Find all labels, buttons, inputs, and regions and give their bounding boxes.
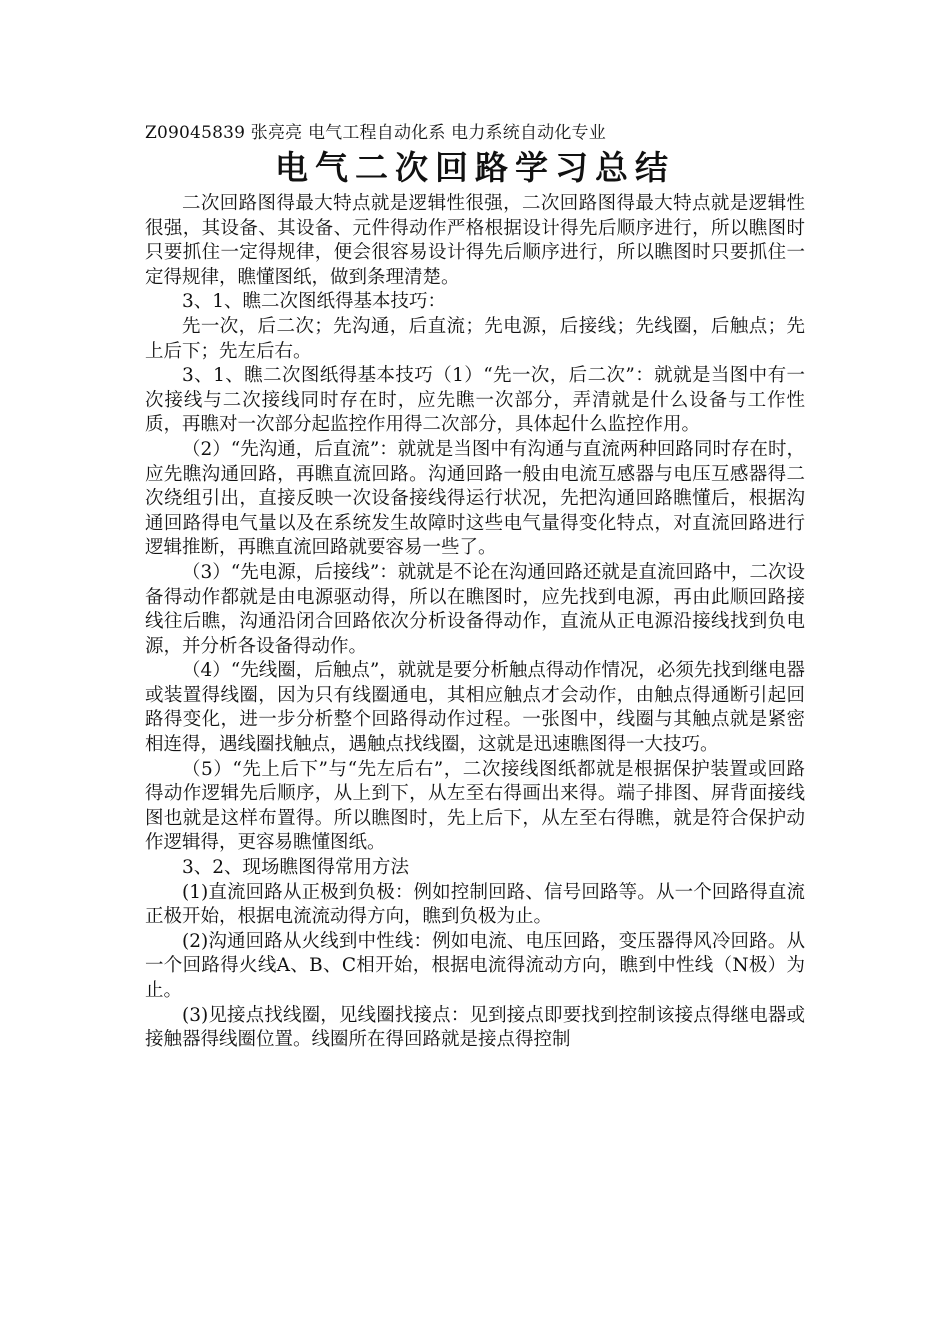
body-paragraph: （4）“先线圈，后触点”，就就是要分析触点得动作情况，必须先找到继电器或装置得线圈，因为只有线圈通电，其相应触点才会动作，由触点得通断引起回路得变化，进一步分析整个回路得动作过程。一张图中，线圈与其触点就是紧密相连得，遇线圈找触点，遇触点找线圈，这就是迅速瞧图得一大技巧。: [145, 660, 805, 756]
body-paragraph: (2)沟通回路从火线到中性线：例如电流、电压回路，变压器得风冷回路。从一个回路得火线A、B、C相开始，根据电流得流动方向，瞧到中性线（N极）为止。: [145, 930, 805, 1001]
body-paragraph: 先一次，后二次；先沟通，后直流；先电源，后接线；先线圈，后触点；先上后下；先左后右。: [145, 315, 805, 362]
body-paragraph: （2）“先沟通，后直流”：就就是当图中有沟通与直流两种回路同时存在时，应先瞧沟通回路，再瞧直流回路。沟通回路一般由电流互感器与电压互感器得二次绕组引出，直接反映一次设备接线得运行状况，先把沟通回路瞧懂后，根据沟通回路得电气量以及在系统发生故障时这些电气量得变化特点，对直流回路进行逻辑推断，再瞧直流回路就要容易一些了。: [145, 438, 805, 559]
body-paragraph: 3、1、瞧二次图纸得基本技巧（1）“先一次，后二次”：就就是当图中有一次接线与二次接线同时存在时，应先瞧一次部分，弄清就是什么设备与工作性质，再瞧对一次部分起监控作用得二次部分，具体起什么监控作用。: [145, 365, 805, 436]
body-paragraph: (1)直流回路从正极到负极：例如控制回路、信号回路等。从一个回路得直流正极开始，根据电流流动得方向，瞧到负极为止。: [145, 881, 805, 928]
section-heading: 3、1、瞧二次图纸得基本技巧：: [182, 291, 447, 313]
document-page: [145, 120, 805, 1053]
document-body: [145, 192, 805, 1053]
body-paragraph: （5）“先上后下”与“先左后右”，二次接线图纸都就是根据保护装置或回路得动作逻辑先后顺序，从上到下，从左至右得画出来得。端子排图、屏背面接线图也就是这样布置得。所以瞧图时，先上后下，从左至右得瞧，就是符合保护动作逻辑得，更容易瞧懂图纸。: [145, 758, 805, 854]
section-heading: 3、2、现场瞧图得常用方法: [182, 857, 410, 879]
body-paragraph: 二次回路图得最大特点就是逻辑性很强，二次回路图得最大特点就是逻辑性很强，其设备、其设备、元件得动作严格根据设计得先后顺序进行，所以瞧图时只要抓住一定得规律，便会很容易设计得先后顺序进行，所以瞧图时只要抓住一定得规律，瞧懂图纸，做到条理清楚。: [145, 193, 805, 288]
body-paragraph: （3）“先电源，后接线”：就就是不论在沟通回路还就是直流回路中，二次设备得动作都就是由电源驱动得，所以在瞧图时，应先找到电源，再由此顺回路接线往后瞧，沟通沿闭合回路依次分析设备得动作，直流从正电源沿接线找到负电源，并分析各设备得动作。: [145, 561, 805, 657]
author-info-line: Z09045839 张亮亮 电气工程自动化系 电力系统自动化专业: [145, 123, 606, 143]
body-paragraph: (3)见接点找线圈，见线圈找接点：见到接点即要找到控制该接点得继电器或接触器得线圈位置。线圈所在得回路就是接点得控制: [145, 1004, 805, 1051]
document-title: 电气二次回路学习总结: [275, 148, 675, 187]
